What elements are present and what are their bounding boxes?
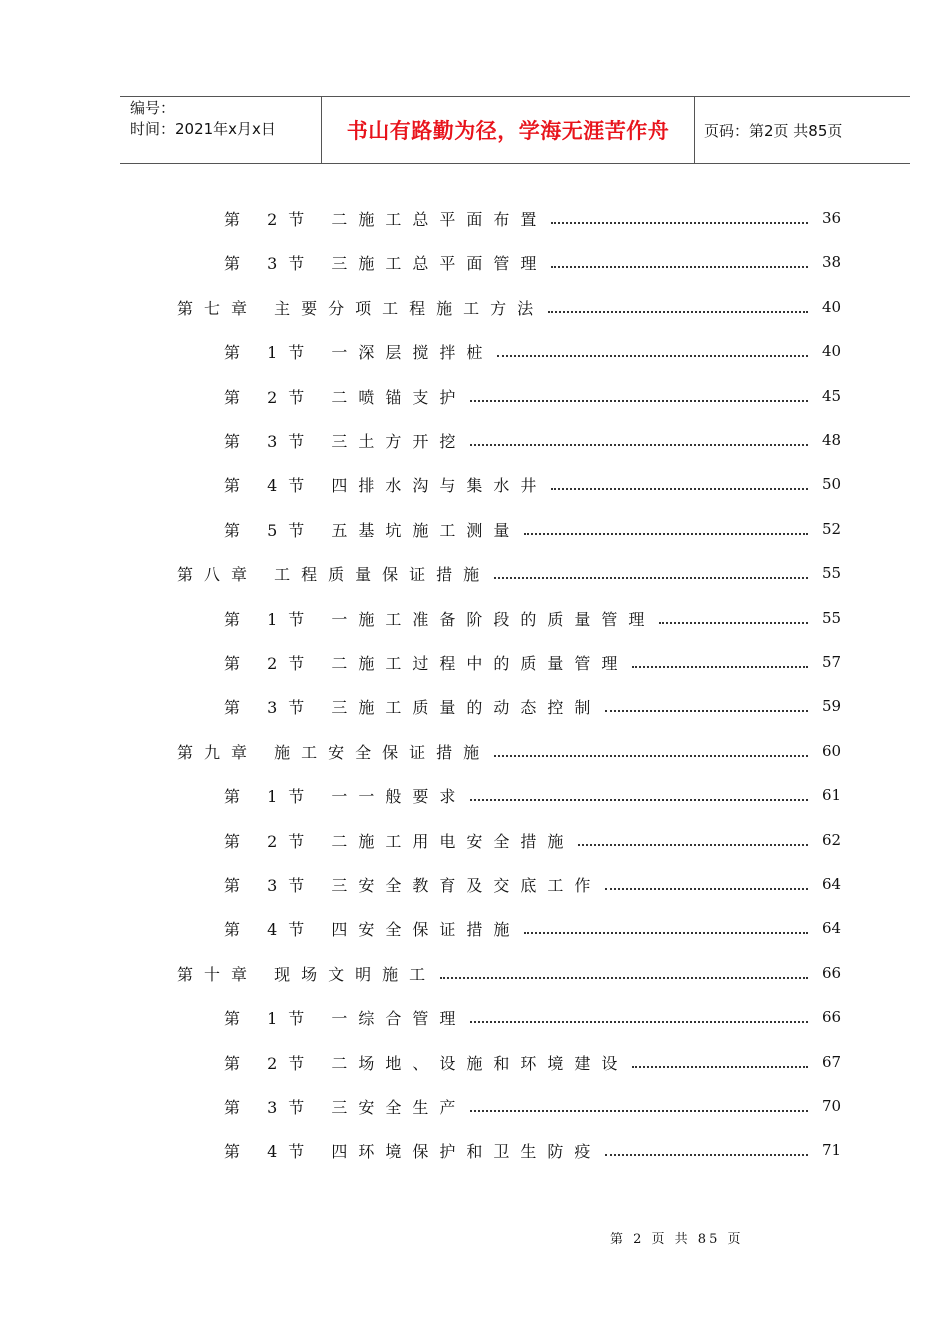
toc-entry-page-number: 36 [822,209,842,227]
header-time-label: 时间：2021年x月x日 [130,120,276,138]
toc-leader-dots [632,1040,808,1084]
toc-leader-dots [494,551,808,595]
toc-entry-title: 第八章 工程质量保证措施 [177,564,491,584]
toc-section-entry[interactable] [224,462,547,506]
toc-leader-dots [470,418,808,462]
toc-leader-dots [551,462,808,506]
toc-section-entry[interactable] [224,640,628,684]
toc-leader-dots [470,1084,808,1128]
toc-leader-dots [551,196,808,240]
toc-entry-title: 第 2节 二施工总平面布置 [224,209,548,229]
toc-entry-title: 第七章 主要分项工程施工方法 [177,298,545,318]
toc-entry-title: 第 4节 四安全保证措施 [224,919,521,939]
toc-entry-page-number: 66 [822,1008,842,1026]
toc-entry-page-number: 48 [822,431,842,449]
toc-leader-dots [497,329,808,373]
toc-entry-page-number: 40 [822,298,842,316]
toc-entry-page-number: 70 [822,1097,842,1115]
toc-entry-title: 第 1节 一一般要求 [224,786,467,806]
toc-entry-title: 第 3节 三安全教育及交底工作 [224,875,602,895]
toc-entry-title: 第 3节 三土方开挖 [224,431,467,451]
toc-entry-page-number: 45 [822,387,842,405]
toc-section-entry[interactable] [224,1084,466,1128]
toc-section-entry[interactable] [224,196,547,240]
toc-entry-title: 第 2节 二喷锚支护 [224,387,467,407]
header-meta [130,98,320,140]
toc-entry-title: 第十章 现场文明施工 [177,964,437,984]
toc-entry-title: 第 3节 三安全生产 [224,1097,467,1117]
toc-leader-dots [470,374,808,418]
toc-leader-dots [659,596,808,640]
toc-section-entry[interactable] [224,862,601,906]
toc-leader-dots [605,862,808,906]
toc-leader-dots [632,640,808,684]
header-motto: 书山有路勤为径，学海无涯苦作舟 [346,119,670,143]
header-number-label: 编号： [130,99,176,117]
toc-section-entry[interactable] [224,1040,628,1084]
toc-entry-page-number: 67 [822,1053,842,1071]
toc-entry-title: 第九章 施工安全保证措施 [177,742,491,762]
toc-entry-page-number: 64 [822,875,842,893]
toc-entry-title: 第 4节 四环境保护和卫生防疫 [224,1141,602,1161]
toc-leader-dots [440,951,808,995]
toc-section-entry[interactable] [224,1128,601,1172]
toc-entry-page-number: 71 [822,1141,842,1159]
toc-section-entry[interactable] [224,684,601,728]
toc-section-entry[interactable] [224,329,493,373]
toc-leader-dots [524,906,808,950]
toc-entry-title: 第 3节 三施工总平面管理 [224,253,548,273]
toc-leader-dots [605,1128,808,1172]
toc-leader-dots [548,285,808,329]
toc-entry-title: 第 2节 二施工用电安全措施 [224,831,575,851]
toc-entry-page-number: 52 [822,520,842,538]
toc-leader-dots [524,507,808,551]
toc-section-entry[interactable] [224,418,466,462]
toc-section-entry[interactable] [224,906,520,950]
toc-section-entry[interactable] [224,507,520,551]
toc-entry-page-number: 40 [822,342,842,360]
toc-entry-page-number: 59 [822,697,842,715]
toc-entry-title: 第 3节 三施工质量的动态控制 [224,697,602,717]
toc-leader-dots [494,729,808,773]
toc-entry-page-number: 66 [822,964,842,982]
toc-entry-page-number: 50 [822,475,842,493]
header-page-code: 页码：第2页 共85页 [704,121,843,140]
toc-entry-page-number: 55 [822,609,842,627]
toc-entry-title: 第 2节 二场地、设施和环境建设 [224,1053,629,1073]
toc-section-entry[interactable] [224,773,466,817]
toc-section-entry[interactable] [224,818,574,862]
toc-entry-title: 第 5节 五基坑施工测量 [224,520,521,540]
toc-entry-page-number: 64 [822,919,842,937]
toc-leader-dots [578,818,808,862]
toc-entry-page-number: 57 [822,653,842,671]
toc-chapter-entry[interactable] [177,951,436,995]
toc-leader-dots [551,240,808,284]
toc-chapter-entry[interactable] [177,551,490,595]
toc-entry-page-number: 55 [822,564,842,582]
footer-page-number: 第 2 页 共 85 页 [610,1232,744,1247]
toc-chapter-entry[interactable] [177,285,544,329]
toc-section-entry[interactable] [224,596,655,640]
toc-entry-title: 第 1节 一综合管理 [224,1008,467,1028]
toc-section-entry[interactable] [224,995,466,1039]
toc-entry-page-number: 38 [822,253,842,271]
toc-entry-page-number: 62 [822,831,842,849]
toc-entry-title: 第 1节 一深层搅拌桩 [224,342,494,362]
toc-entry-title: 第 1节 一施工准备阶段的质量管理 [224,609,656,629]
toc-leader-dots [605,684,808,728]
toc-entry-title: 第 2节 二施工过程中的质量管理 [224,653,629,673]
toc-section-entry[interactable] [224,374,466,418]
toc-chapter-entry[interactable] [177,729,490,773]
toc-entry-page-number: 61 [822,786,842,804]
header-divider-right [694,96,695,164]
toc-entry-title: 第 4节 四排水沟与集水井 [224,475,548,495]
toc-leader-dots [470,773,808,817]
toc-entry-page-number: 60 [822,742,842,760]
toc-section-entry[interactable] [224,240,547,284]
toc-leader-dots [470,995,808,1039]
